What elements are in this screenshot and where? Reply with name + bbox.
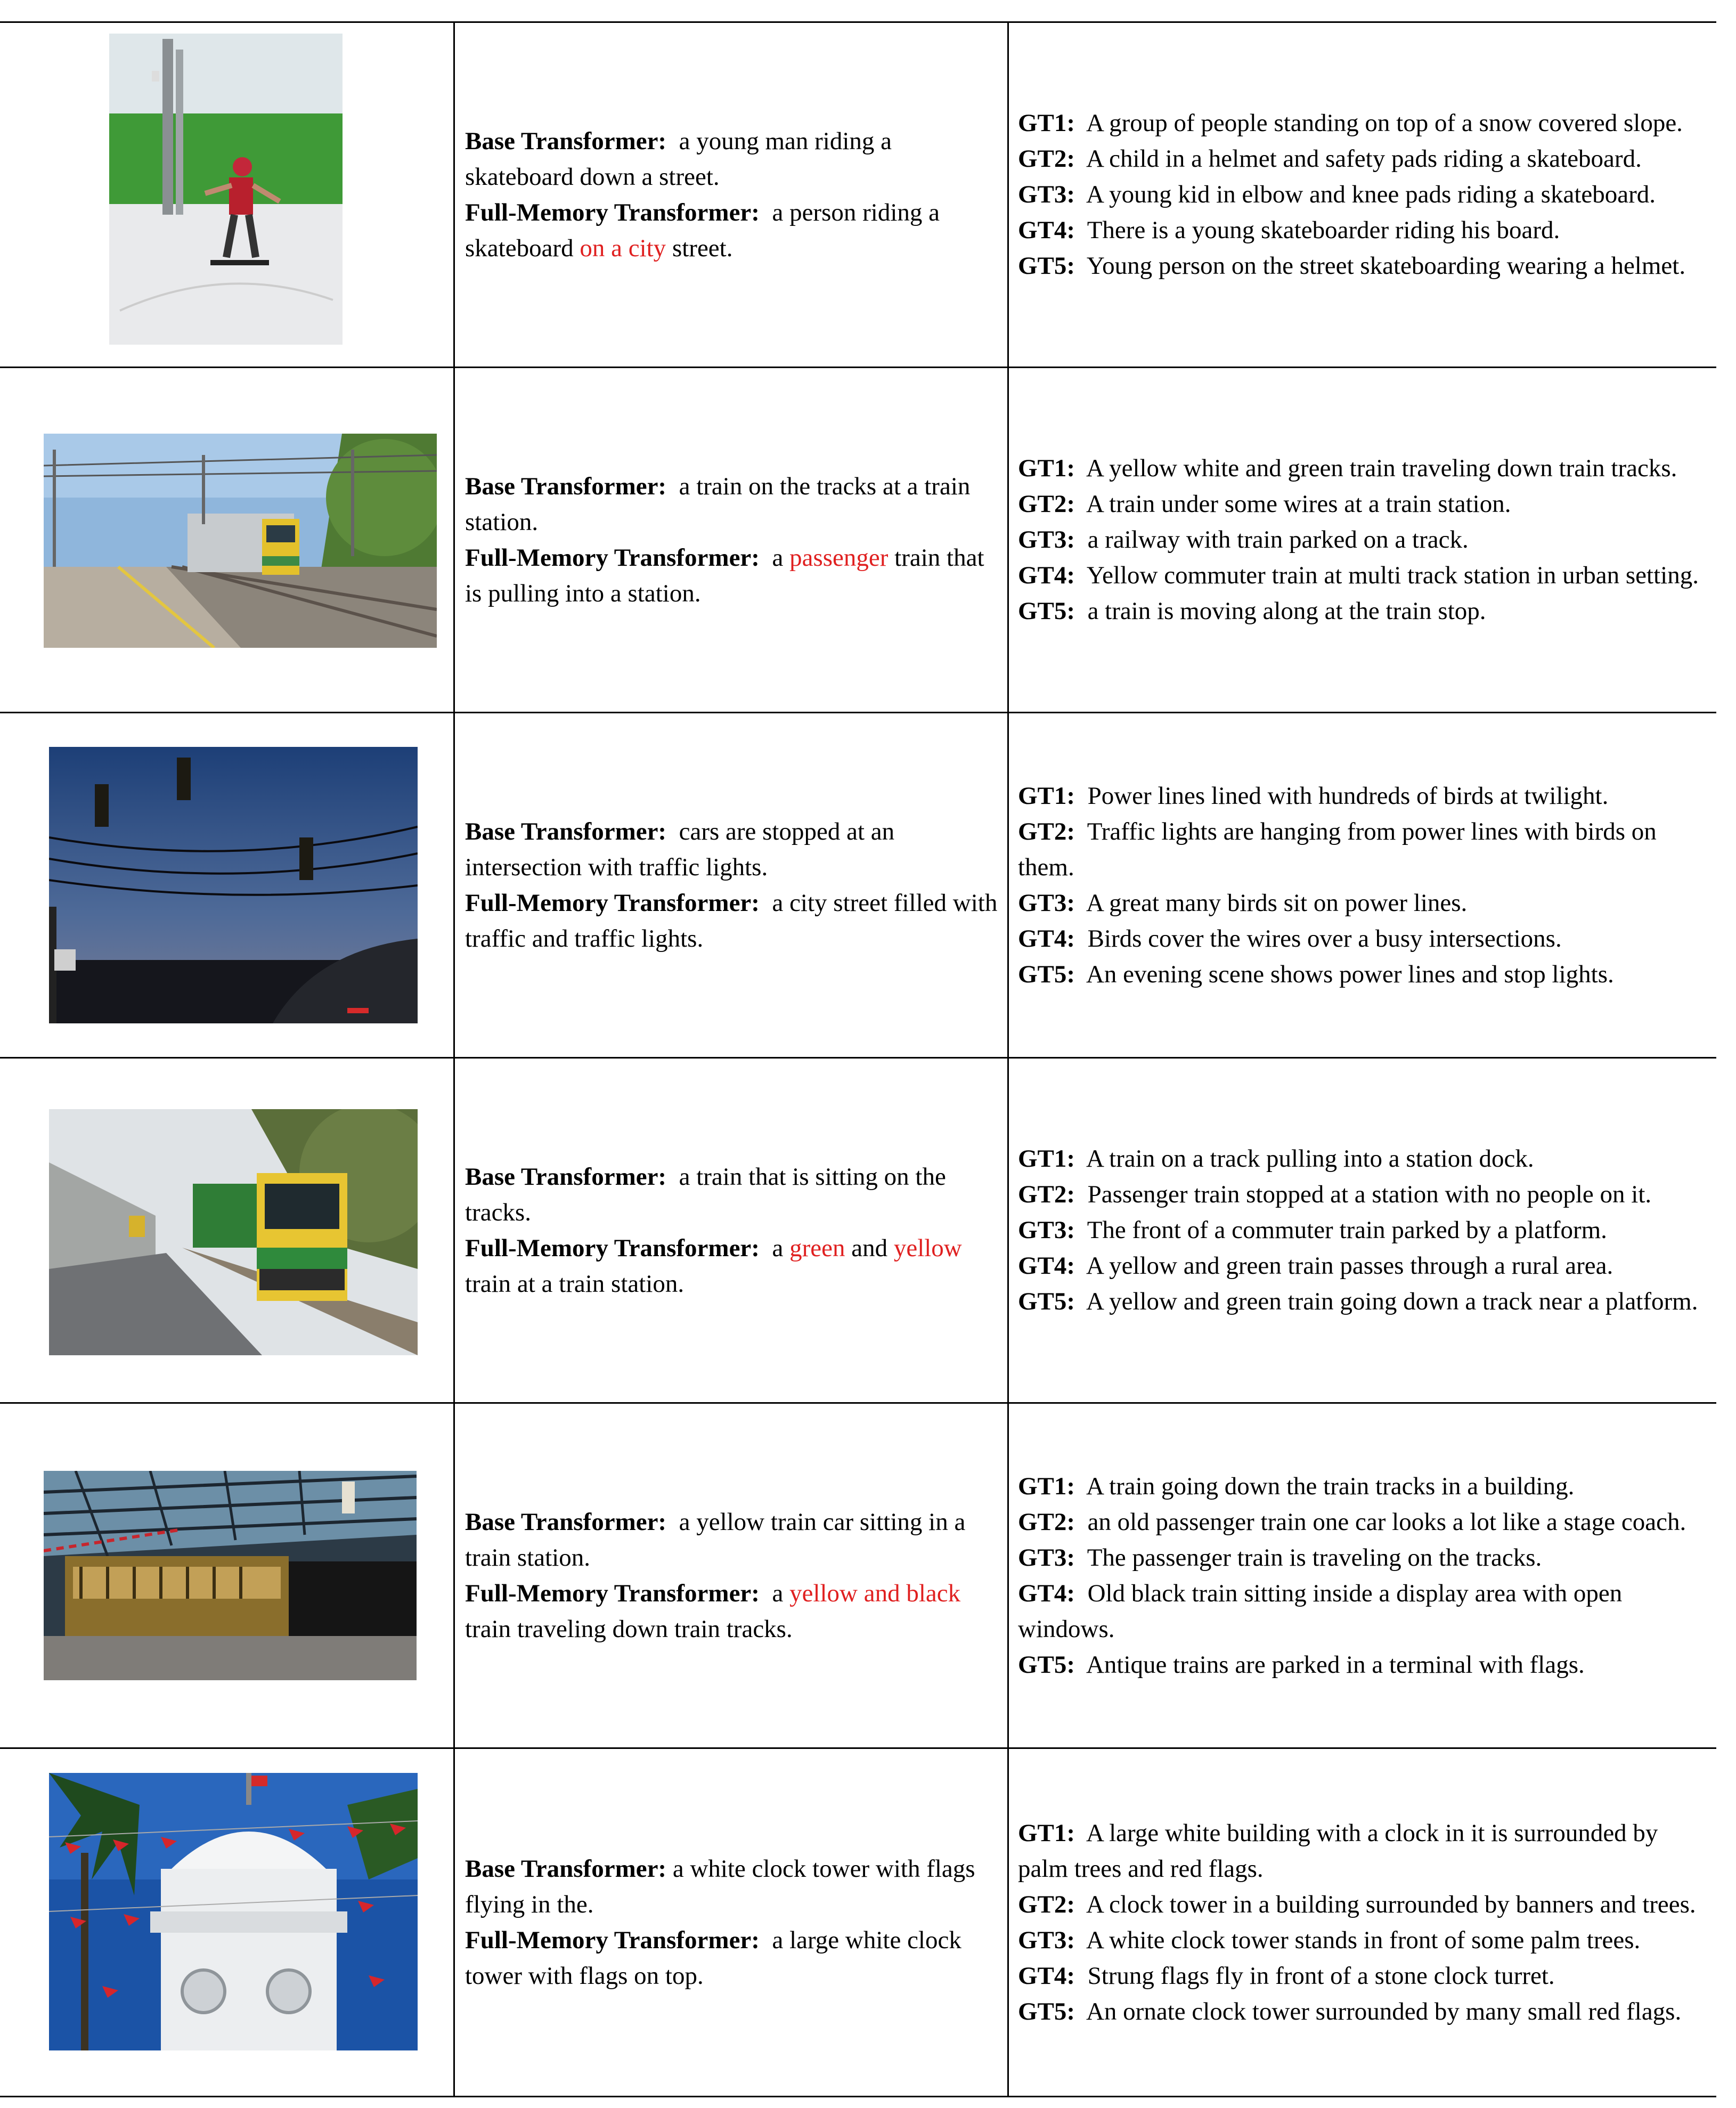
gt-text: An ornate clock tower surrounded by many small red flags.: [1086, 1997, 1682, 2025]
gt-label: GT1:: [1018, 782, 1075, 810]
gt-label: GT4:: [1018, 1962, 1075, 1990]
ground-truth-item: [1018, 1469, 1711, 1504]
gt-label: GT3:: [1018, 889, 1075, 917]
ground-truth-item: [1018, 1647, 1711, 1683]
ground-truth-item: [1018, 248, 1685, 284]
ground-truth-item: [1018, 451, 1699, 486]
gt-text: Strung flags fly in front of a stone clock turret.: [1087, 1962, 1555, 1990]
base-caption: a train on the tracks at a train station.: [465, 472, 971, 536]
full-caption-text: a city street filled with traffic and traffic lights.: [465, 889, 998, 953]
ground-truth-item: [1018, 885, 1711, 921]
ground-truth-item: [1018, 1212, 1698, 1248]
full-caption-text: train traveling down train tracks.: [465, 1615, 793, 1643]
full-memory-label: Full-Memory Transformer:: [465, 889, 760, 917]
ground-truth-item: [1018, 1248, 1698, 1284]
gt-label: GT3:: [1018, 1216, 1075, 1244]
ground-truth-list: [1009, 451, 1704, 629]
gt-label: GT4:: [1018, 561, 1075, 589]
gt-text: Old black train sitting inside a display area with open windows.: [1018, 1579, 1623, 1643]
base-caption: a yellow train car sitting in a train station.: [465, 1508, 966, 1572]
skateboarder-photo: [109, 34, 343, 345]
full-caption-text: a: [772, 1579, 790, 1607]
gt-label: GT5:: [1018, 1650, 1075, 1679]
ground-truth-item: [1018, 177, 1685, 213]
full-caption-highlight: yellow and black: [789, 1579, 961, 1607]
model-captions: [455, 469, 1007, 612]
base-label: Base Transformer:: [465, 127, 667, 155]
full-memory-label: Full-Memory Transformer:: [465, 1234, 760, 1262]
image-cell: [0, 368, 453, 712]
base-caption: a white clock tower with flags flying in the.: [465, 1854, 975, 1918]
ground-truth-item: [1018, 1923, 1711, 1958]
full-memory-label: Full-Memory Transformer:: [465, 1579, 760, 1607]
gt-text: Antique trains are parked in a terminal with flags.: [1086, 1650, 1585, 1679]
base-label: Base Transformer:: [465, 1854, 667, 1883]
full-caption-text: train that is pulling into a station.: [465, 543, 984, 607]
ground-truth-list: [1009, 1469, 1716, 1683]
gt-text: The front of a commuter train parked by a platform.: [1087, 1216, 1607, 1244]
base-label: Base Transformer:: [465, 472, 667, 500]
table-row: [0, 23, 1716, 367]
table-row: [0, 1059, 1716, 1402]
image-cell: [0, 23, 453, 367]
base-label: Base Transformer:: [465, 1508, 667, 1536]
gt-label: GT1:: [1018, 454, 1075, 482]
ground-truth-item: [1018, 1540, 1711, 1576]
gt-text: Yellow commuter train at multi track station in urban setting.: [1086, 561, 1699, 589]
full-memory-label: Full-Memory Transformer:: [465, 543, 760, 572]
ground-truth-item: [1018, 522, 1699, 558]
ground-truth-item: [1018, 593, 1699, 629]
ground-truth-item: [1018, 1141, 1698, 1177]
base-label: Base Transformer:: [465, 1162, 667, 1191]
gt-text: a railway with train parked on a track.: [1087, 526, 1469, 554]
gt-label: GT1:: [1018, 109, 1075, 137]
gt-label: GT3:: [1018, 526, 1075, 554]
full-caption-text: a: [772, 543, 790, 572]
ground-truth-list: [1009, 105, 1691, 284]
gt-text: A train under some wires at a train station.: [1086, 490, 1511, 518]
gt-label: GT2:: [1018, 145, 1075, 173]
full-caption-highlight: passenger: [789, 543, 889, 572]
ground-truth-item: [1018, 778, 1711, 814]
gt-text: A great many birds sit on power lines.: [1086, 889, 1468, 917]
clock-tower-photo: [49, 1773, 418, 2050]
gt-label: GT4:: [1018, 216, 1075, 244]
full-caption-text: and: [845, 1234, 894, 1262]
gt-text: A group of people standing on top of a snow covered slope.: [1086, 109, 1683, 137]
ground-truth-cell: [1009, 1059, 1716, 1402]
ground-truth-item: [1018, 814, 1711, 885]
ground-truth-cell: [1009, 23, 1716, 367]
gt-text: The passenger train is traveling on the tracks.: [1087, 1543, 1542, 1572]
image-cell: [0, 1404, 453, 1747]
ground-truth-cell: [1009, 713, 1716, 1057]
ground-truth-list: [1009, 1816, 1716, 2030]
gt-text: Traffic lights are hanging from power lines with birds on them.: [1018, 817, 1657, 881]
gt-label: GT4:: [1018, 1579, 1075, 1607]
image-cell: [0, 1059, 453, 1402]
green-yellow-train-photo: [49, 1109, 418, 1355]
gt-text: A yellow and green train going down a track near a platform.: [1086, 1288, 1698, 1315]
ground-truth-item: [1018, 558, 1699, 593]
gt-text: A large white building with a clock in it is surrounded by palm trees and red flags.: [1018, 1819, 1658, 1883]
gt-label: GT5:: [1018, 1997, 1075, 2025]
model-captions: [455, 1851, 1007, 1994]
caption-cell: [455, 1749, 1007, 2096]
gt-text: a train is moving along at the train stop.: [1087, 597, 1486, 625]
gt-text: A child in a helmet and safety pads riding a skateboard.: [1086, 145, 1642, 173]
gt-label: GT2:: [1018, 490, 1075, 518]
model-captions: [455, 1504, 1007, 1647]
image-cell: [0, 1749, 453, 2096]
gt-label: GT2:: [1018, 1508, 1075, 1536]
gt-label: GT5:: [1018, 960, 1075, 988]
gt-label: GT3:: [1018, 1543, 1075, 1572]
model-captions: [455, 124, 1007, 266]
gt-text: Passenger train stopped at a station with no people on it.: [1087, 1181, 1652, 1208]
gt-text: A yellow and green train passes through a rural area.: [1086, 1252, 1613, 1280]
full-caption-text: a: [772, 1234, 790, 1262]
table-row: [0, 1749, 1716, 2096]
model-captions: [455, 814, 1007, 957]
model-captions: [455, 1159, 1007, 1302]
caption-cell: [455, 713, 1007, 1057]
ground-truth-item: [1018, 105, 1685, 141]
train-station-photo: [44, 434, 437, 648]
gt-text: An evening scene shows power lines and stop lights.: [1086, 960, 1614, 988]
table-row: [0, 368, 1716, 712]
full-caption-highlight: green: [789, 1234, 845, 1262]
gt-text: A young kid in elbow and knee pads riding a skateboard.: [1086, 181, 1656, 208]
ground-truth-item: [1018, 141, 1685, 177]
gt-text: Birds cover the wires over a busy intersections.: [1087, 924, 1562, 953]
ground-truth-item: [1018, 1284, 1698, 1320]
ground-truth-cell: [1009, 1749, 1716, 2096]
table-row: [0, 1404, 1716, 1747]
ground-truth-item: [1018, 1994, 1711, 2030]
caption-cell: [455, 1404, 1007, 1747]
gt-label: GT3:: [1018, 1926, 1075, 1954]
ground-truth-item: [1018, 1576, 1711, 1647]
full-caption-text: street.: [666, 234, 733, 262]
ground-truth-item: [1018, 1504, 1711, 1540]
gt-label: GT1:: [1018, 1819, 1075, 1847]
ground-truth-list: [1009, 1141, 1703, 1320]
gt-text: an old passenger train one car looks a lot like a stage coach.: [1087, 1508, 1686, 1536]
base-caption: cars are stopped at an intersection with traffic lights.: [465, 817, 895, 881]
ground-truth-item: [1018, 957, 1711, 992]
ground-truth-item: [1018, 1958, 1711, 1994]
old-train-hall-photo: [44, 1471, 417, 1680]
ground-truth-item: [1018, 1887, 1711, 1923]
full-memory-label: Full-Memory Transformer:: [465, 1926, 760, 1954]
base-caption: a train that is sitting on the tracks.: [465, 1162, 946, 1226]
gt-text: A clock tower in a building surrounded by banners and trees.: [1086, 1890, 1696, 1918]
gt-text: A white clock tower stands in front of some palm trees.: [1086, 1926, 1641, 1954]
gt-label: GT2:: [1018, 1181, 1075, 1208]
gt-label: GT4:: [1018, 1252, 1075, 1280]
ground-truth-item: [1018, 486, 1699, 522]
gt-text: A yellow white and green train traveling down train tracks.: [1086, 454, 1677, 482]
gt-text: There is a young skateboarder riding his board.: [1087, 216, 1560, 244]
gt-text: A train on a track pulling into a station dock.: [1086, 1145, 1534, 1173]
ground-truth-item: [1018, 213, 1685, 248]
table-bottom-rule: [0, 2096, 1716, 2097]
gt-label: GT2:: [1018, 1890, 1075, 1918]
ground-truth-cell: [1009, 368, 1716, 712]
full-caption-text: a large white clock tower with flags on top.: [465, 1926, 961, 1990]
full-caption-text: a person riding a skateboard: [465, 198, 940, 262]
base-caption: a young man riding a skateboard down a street.: [465, 127, 892, 191]
table-row: [0, 713, 1716, 1057]
gt-label: GT1:: [1018, 1472, 1075, 1500]
full-caption-text: train at a train station.: [465, 1269, 684, 1298]
full-caption-highlight: on a city: [580, 234, 666, 262]
gt-label: GT5:: [1018, 252, 1075, 280]
image-cell: [0, 713, 453, 1057]
gt-text: Young person on the street skateboarding wearing a helmet.: [1086, 252, 1686, 280]
ground-truth-item: [1018, 1816, 1711, 1887]
ground-truth-cell: [1009, 1404, 1716, 1747]
caption-cell: [455, 368, 1007, 712]
gt-label: GT4:: [1018, 924, 1075, 953]
gt-label: GT2:: [1018, 817, 1075, 845]
gt-label: GT1:: [1018, 1145, 1075, 1173]
full-caption-highlight: yellow: [893, 1234, 962, 1262]
gt-text: Power lines lined with hundreds of birds at twilight.: [1087, 782, 1609, 810]
caption-cell: [455, 1059, 1007, 1402]
gt-label: GT3:: [1018, 181, 1075, 208]
ground-truth-item: [1018, 921, 1711, 957]
gt-text: A train going down the train tracks in a building.: [1086, 1472, 1575, 1500]
ground-truth-list: [1009, 778, 1716, 992]
base-label: Base Transformer:: [465, 817, 667, 845]
gt-label: GT5:: [1018, 1288, 1075, 1315]
gt-label: GT5:: [1018, 597, 1075, 625]
traffic-lights-photo: [49, 747, 418, 1023]
full-memory-label: Full-Memory Transformer:: [465, 198, 760, 226]
ground-truth-item: [1018, 1177, 1698, 1212]
caption-cell: [455, 23, 1007, 367]
